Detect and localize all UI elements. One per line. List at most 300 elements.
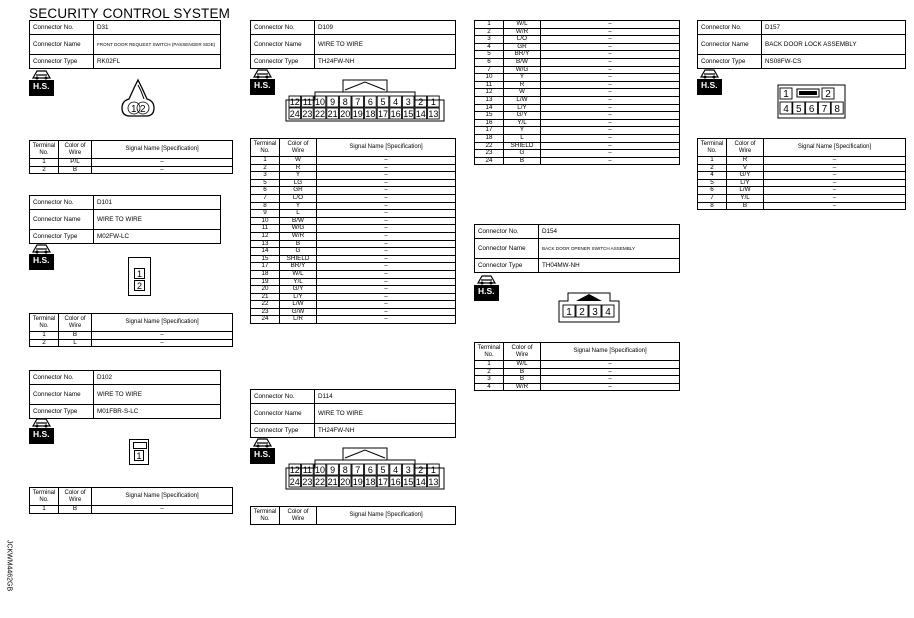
table-row — [475, 150, 680, 158]
terminal-no-cell: 15 — [475, 112, 504, 120]
harness-side-icon: H.S. — [250, 435, 275, 464]
terminal-no-cell: 13 — [251, 240, 280, 248]
connector-face-d154 — [558, 289, 620, 323]
connector-info-d109: Connector No. D109 Connector Name WIRE TO WIRE Connector Type TH24FW-NH — [250, 20, 456, 69]
table-row — [251, 240, 456, 248]
harness-side-icon: H.S. — [474, 272, 499, 301]
wire-color-cell: W/G — [504, 66, 541, 74]
table-row — [475, 112, 680, 120]
pin-label: 2 — [418, 465, 424, 475]
wire-color-cell: R — [727, 157, 764, 165]
connector-type-value: TH24FW-NH — [315, 424, 456, 438]
terminal-no-cell: 3 — [251, 172, 280, 180]
signal-name-cell: – — [541, 127, 680, 135]
signal-name-cell: – — [541, 36, 680, 44]
table-row — [251, 293, 456, 301]
signal-name-cell: – — [317, 255, 456, 263]
table-row — [475, 51, 680, 59]
connector-no-value: D101 — [94, 196, 221, 210]
wire-color-cell: Y/L — [280, 278, 317, 286]
signal-name-cell: – — [541, 58, 680, 66]
connector-face-d101 — [128, 257, 151, 296]
wire-color-cell: L/O — [280, 194, 317, 202]
wire-color-cell: G/Y — [504, 112, 541, 120]
wire-color-cell: L/Y — [727, 179, 764, 187]
terminal-table-d114-continued — [474, 20, 680, 165]
signal-name-cell: – — [764, 187, 906, 195]
table-row — [251, 157, 456, 165]
connector-info-d102: Connector No. D102 Connector Name WIRE TO WIRE Connector Type M01FBR-S-LC — [29, 370, 221, 419]
terminal-table-d154: Terminal No. Color of Wire Signal Name [Specification] 1 W/L – 2 B – 3 B – 4 W/R – — [474, 342, 680, 391]
connector-no-value: D154 — [539, 225, 680, 239]
connector-face-d114 — [285, 446, 445, 490]
wire-color-cell: Y/L — [727, 194, 764, 202]
wire-color-cell: B — [504, 368, 541, 376]
pin-label: 5 — [380, 465, 386, 475]
wire-color-cell: BR/Y — [504, 51, 541, 59]
connector-type-value: NS08FW-CS — [762, 55, 906, 69]
terminal-no-cell: 7 — [251, 194, 280, 202]
signal-name-cell: – — [317, 248, 456, 256]
table-row — [475, 104, 680, 112]
wire-color-cell: G — [280, 248, 317, 256]
connector-name-value: BACK DOOR LOCK ASSEMBLY — [762, 35, 906, 55]
table-row — [475, 361, 680, 369]
wire-color-cell: B/W — [504, 58, 541, 66]
harness-side-icon: H.S. — [29, 415, 54, 444]
terminal-no-cell: 2 — [251, 164, 280, 172]
terminal-no-cell: 23 — [475, 150, 504, 158]
wire-color-cell: V — [727, 164, 764, 172]
connector-no-value: D31 — [94, 21, 221, 35]
pin-label: 12 — [289, 465, 300, 475]
signal-name-cell: – — [317, 164, 456, 172]
signal-name-cell: – — [317, 278, 456, 286]
table-row — [698, 172, 906, 180]
table-row — [251, 308, 456, 316]
terminal-no-cell: 23 — [251, 308, 280, 316]
signal-name-cell: – — [541, 96, 680, 104]
pin-label: 2 — [418, 97, 424, 107]
wire-color-cell: G — [504, 150, 541, 158]
table-row — [475, 134, 680, 142]
pin-label: 12 — [289, 97, 300, 107]
wire-color-cell: W/R — [504, 28, 541, 36]
pin-label: 18 — [365, 109, 376, 119]
signal-name-cell: – — [541, 368, 680, 376]
pin-label: 19 — [352, 477, 363, 487]
pin-label: 8 — [342, 465, 348, 475]
pin-label: 5 — [380, 97, 386, 107]
terminal-table-d102: Terminal No. Color of Wire Signal Name [Specification] 1 B – — [29, 487, 233, 514]
table-row — [251, 248, 456, 256]
terminal-no-cell: 6 — [698, 187, 727, 195]
terminal-no-cell: 17 — [475, 127, 504, 135]
connector-face-d31 — [116, 78, 160, 120]
terminal-no-cell: 16 — [475, 119, 504, 127]
signal-name-cell: – — [764, 202, 906, 210]
signal-name-cell: – — [317, 263, 456, 271]
pin-label: 22 — [314, 477, 326, 487]
wire-color-cell: B/W — [280, 217, 317, 225]
signal-name-cell: – — [764, 164, 906, 172]
wire-color-cell: R — [504, 81, 541, 89]
terminal-no-cell: 7 — [698, 194, 727, 202]
wire-color-cell: L — [280, 210, 317, 218]
connector-type-value: M01FBR-S-LC — [94, 405, 221, 419]
table-row — [475, 43, 680, 51]
pin-label: 21 — [327, 109, 338, 119]
pin-label: 20 — [340, 109, 351, 119]
terminal-no-cell: 1 — [698, 157, 727, 165]
table-row — [475, 142, 680, 150]
table-row: 1 P/L – — [30, 159, 233, 167]
signal-name-cell: – — [541, 361, 680, 369]
terminal-no-cell: 7 — [475, 66, 504, 74]
wire-color-cell: W/R — [504, 383, 541, 391]
table-row — [251, 270, 456, 278]
wire-color-cell: SHIELD — [280, 255, 317, 263]
pin-label: 7 — [821, 104, 828, 115]
terminal-no-cell: 2 — [698, 164, 727, 172]
table-row — [698, 202, 906, 210]
table-row — [475, 81, 680, 89]
connector-name-value: FRONT DOOR REQUEST SWITCH (PASSENGER SIDE) — [94, 35, 221, 55]
table-row — [475, 368, 680, 376]
pin-label: 23 — [302, 477, 313, 487]
signal-name-cell: – — [317, 210, 456, 218]
pin-label: 17 — [377, 477, 389, 487]
pin-label: 1 — [134, 450, 144, 461]
pin-label: 13 — [428, 109, 439, 119]
table-row — [251, 232, 456, 240]
signal-name-cell: – — [541, 28, 680, 36]
signal-name-cell: – — [317, 316, 456, 324]
connector-face-d157 — [777, 84, 847, 120]
pin-label: 3 — [405, 97, 411, 107]
signal-name-cell: – — [317, 240, 456, 248]
terminal-table-d157: Terminal No. Color of Wire Signal Name [Specification] 1 R – 2 V – 4 G/Y – 5 L/Y – 6 L/W – 7 Y/L – 8 B – — [697, 138, 906, 210]
table-row — [475, 127, 680, 135]
signal-name-cell: – — [317, 301, 456, 309]
pin-label: 2 — [134, 280, 145, 291]
terminal-no-cell: 18 — [251, 270, 280, 278]
connector-type-value: RK02FL — [94, 55, 221, 69]
signal-name-cell: – — [317, 157, 456, 165]
signal-name-cell: – — [317, 308, 456, 316]
table-row — [251, 225, 456, 233]
signal-name-cell: – — [541, 89, 680, 97]
terminal-no-cell: 1 — [475, 361, 504, 369]
wire-color-cell: B — [504, 157, 541, 165]
pin-label: 4 — [393, 97, 399, 107]
table-row — [475, 157, 680, 165]
signal-name-cell: – — [317, 172, 456, 180]
wire-color-cell: L/Y — [504, 104, 541, 112]
wire-color-cell: L — [504, 134, 541, 142]
terminal-no-cell: 18 — [475, 134, 504, 142]
terminal-no-cell: 22 — [475, 142, 504, 150]
table-row — [251, 217, 456, 225]
wire-color-cell: G/Y — [727, 172, 764, 180]
terminal-no-cell: 8 — [251, 202, 280, 210]
wire-color-cell: GR — [504, 43, 541, 51]
table-row — [698, 194, 906, 202]
table-row — [251, 210, 456, 218]
signal-name-cell: – — [317, 194, 456, 202]
wire-color-cell: W/L — [504, 21, 541, 29]
wire-color-cell: L/Y — [280, 293, 317, 301]
wire-color-cell: BR/Y — [280, 263, 317, 271]
connector-no-value: D114 — [315, 390, 456, 404]
pin-label: 15 — [403, 109, 414, 119]
pin-label: 6 — [808, 104, 815, 115]
terminal-no-cell: 4 — [475, 383, 504, 391]
pin-label: 13 — [428, 477, 439, 487]
table-row — [251, 172, 456, 180]
terminal-no-cell: 22 — [251, 301, 280, 309]
terminal-no-cell: 15 — [251, 255, 280, 263]
connector-name-value: WIRE TO WIRE — [315, 35, 456, 55]
table-row — [251, 187, 456, 195]
signal-name-cell: – — [317, 270, 456, 278]
table-row — [475, 119, 680, 127]
pin-label: 5 — [796, 104, 802, 115]
pin-label: 24 — [289, 109, 300, 119]
pin-label: 17 — [377, 109, 389, 119]
table-row: 1 B – — [30, 332, 233, 340]
signal-name-cell: – — [764, 172, 906, 180]
terminal-no-cell: 11 — [475, 81, 504, 89]
terminal-no-cell: 5 — [251, 179, 280, 187]
terminal-no-cell: 24 — [475, 157, 504, 165]
table-row — [251, 286, 456, 294]
pin-label: 23 — [302, 109, 313, 119]
terminal-no-cell: 6 — [251, 187, 280, 195]
pin-label: 1 — [566, 307, 572, 318]
pin-label: 1 — [131, 104, 137, 115]
table-row — [251, 301, 456, 309]
wire-color-cell: Y/L — [504, 119, 541, 127]
table-row — [475, 89, 680, 97]
table-row: 2 B – — [30, 166, 233, 174]
signal-name-cell: – — [541, 74, 680, 82]
signal-name-cell: – — [764, 179, 906, 187]
signal-name-cell: – — [317, 217, 456, 225]
terminal-no-cell: 3 — [475, 36, 504, 44]
pin-label: 4 — [605, 307, 611, 318]
table-row — [475, 383, 680, 391]
pin-label: 7 — [355, 465, 361, 475]
terminal-no-cell: 11 — [251, 225, 280, 233]
terminal-table-d31: Terminal No. Color of Wire Signal Name [Specification] 1 P/L – 2 B – — [29, 140, 233, 174]
terminal-no-cell: 4 — [475, 43, 504, 51]
connector-name-value: WIRE TO WIRE — [94, 210, 221, 230]
table-row — [251, 164, 456, 172]
signal-name-cell: – — [317, 286, 456, 294]
table-row — [475, 21, 680, 29]
pin-label: 16 — [390, 109, 401, 119]
signal-name-cell: – — [317, 179, 456, 187]
pin-label: 2 — [140, 104, 146, 115]
signal-name-cell: – — [541, 66, 680, 74]
connector-info-d114: Connector No. D114 Connector Name WIRE TO WIRE Connector Type TH24FW-NH — [250, 389, 456, 438]
pin-label: 24 — [289, 477, 300, 487]
terminal-no-cell: 10 — [251, 217, 280, 225]
terminal-no-cell: 9 — [251, 210, 280, 218]
table-row — [251, 278, 456, 286]
pin-label: 1 — [134, 268, 145, 279]
terminal-table-d109: Terminal No. Color of Wire Signal Name [Specification] 1 W – 2 R – 3 Y – 5 LG – 6 GR – 7 L/O – 8 Y – 9 L – 10 B/W – 11 W/G – 12 W/R – 13 B – 14 G – 15 SHIELD – 17 BR/Y – 18 W/L – 19 Y/L – 20 G/Y – 21 L/Y – 22 L/W – 23 G/W – 24 L/R – — [250, 138, 456, 324]
pin-label: 9 — [330, 465, 336, 475]
connector-type-value: TH24FW-NH — [315, 55, 456, 69]
terminal-no-cell: 12 — [251, 232, 280, 240]
wire-color-cell: L/W — [280, 301, 317, 309]
pin-label: 3 — [592, 307, 598, 318]
signal-name-cell: – — [541, 104, 680, 112]
connector-no-value: D109 — [315, 21, 456, 35]
wire-color-cell: G/W — [280, 308, 317, 316]
table-row — [475, 58, 680, 66]
pin-label: 16 — [390, 477, 401, 487]
connector-name-value: BACK DOOR OPENER SWITCH ASSEMBLY — [539, 239, 680, 259]
table-row — [698, 179, 906, 187]
signal-name-cell: – — [317, 187, 456, 195]
page-title: SECURITY CONTROL SYSTEM — [29, 6, 231, 21]
table-row — [475, 36, 680, 44]
connector-face-d109 — [285, 78, 445, 122]
wire-color-cell: W/L — [280, 270, 317, 278]
signal-name-cell: – — [541, 142, 680, 150]
terminal-table-d114: Terminal No. Color of Wire Signal Name [Specification] — [250, 506, 456, 525]
terminal-no-cell: 5 — [698, 179, 727, 187]
terminal-no-cell: 4 — [698, 172, 727, 180]
signal-name-cell: – — [541, 134, 680, 142]
wire-color-cell: Y — [280, 172, 317, 180]
terminal-no-cell: 24 — [251, 316, 280, 324]
terminal-no-cell: 10 — [475, 74, 504, 82]
table-row — [251, 194, 456, 202]
connector-name-value: WIRE TO WIRE — [94, 385, 221, 405]
pin-label: 11 — [302, 97, 313, 107]
wire-color-cell: W/L — [504, 361, 541, 369]
table-row — [251, 255, 456, 263]
pin-label: 10 — [314, 97, 326, 107]
pin-label: 2 — [825, 89, 831, 100]
table-row — [475, 28, 680, 36]
terminal-no-cell: 1 — [251, 157, 280, 165]
wire-color-cell: Y — [280, 202, 317, 210]
pin-label: 1 — [430, 465, 436, 475]
pin-label: 18 — [365, 477, 376, 487]
wire-color-cell: SHIELD — [504, 142, 541, 150]
terminal-no-cell: 19 — [251, 278, 280, 286]
pin-label: 8 — [342, 97, 348, 107]
signal-name-cell: – — [541, 383, 680, 391]
table-row — [251, 202, 456, 210]
pin-label: 11 — [302, 465, 313, 475]
harness-side-icon: H.S. — [697, 66, 722, 95]
pin-label: 3 — [405, 465, 411, 475]
pin-label: 14 — [415, 109, 426, 119]
signal-name-cell: – — [541, 157, 680, 165]
signal-name-cell: – — [317, 232, 456, 240]
terminal-no-cell: 20 — [251, 286, 280, 294]
table-row — [475, 66, 680, 74]
wire-color-cell: GR — [280, 187, 317, 195]
wire-color-cell: B — [727, 202, 764, 210]
table-row — [698, 157, 906, 165]
pin-label: 20 — [340, 477, 351, 487]
pin-label: 7 — [355, 97, 361, 107]
table-row — [475, 376, 680, 384]
pin-label: 14 — [415, 477, 426, 487]
connector-no-value: D102 — [94, 371, 221, 385]
wire-color-cell: W — [504, 89, 541, 97]
signal-name-cell: – — [541, 150, 680, 158]
terminal-no-cell: 5 — [475, 51, 504, 59]
wire-color-cell: Y — [504, 127, 541, 135]
signal-name-cell: – — [317, 202, 456, 210]
signal-name-cell: – — [317, 225, 456, 233]
table-row — [475, 96, 680, 104]
signal-name-cell: – — [764, 157, 906, 165]
table-row — [251, 179, 456, 187]
wire-color-cell: G/Y — [280, 286, 317, 294]
connector-info-d154: Connector No. D154 Connector Name BACK DOOR OPENER SWITCH ASSEMBLY Connector Type TH04MW-NH — [474, 224, 680, 273]
wire-color-cell: B — [504, 376, 541, 384]
terminal-no-cell: 6 — [475, 58, 504, 66]
wire-color-cell: LG — [280, 179, 317, 187]
wire-color-cell: L/R — [280, 316, 317, 324]
pin-label: 1 — [430, 97, 436, 107]
wire-color-cell: Y — [504, 74, 541, 82]
harness-side-icon: H.S. — [29, 241, 54, 270]
harness-side-icon: H.S. — [250, 66, 275, 95]
pin-label: 2 — [579, 307, 585, 318]
signal-name-cell: – — [541, 112, 680, 120]
harness-side-icon: H.S. — [29, 67, 54, 96]
pin-label: 6 — [367, 97, 373, 107]
terminal-table-d101: Terminal No. Color of Wire Signal Name [Specification] 1 B – 2 L – — [29, 313, 233, 347]
connector-face-d102 — [129, 439, 149, 465]
signal-name-cell: – — [317, 293, 456, 301]
wire-color-cell: W/G — [280, 225, 317, 233]
pin-label: 9 — [330, 97, 336, 107]
pin-label: 10 — [314, 465, 326, 475]
pin-label: 1 — [783, 89, 789, 100]
signal-name-cell: – — [541, 81, 680, 89]
signal-name-cell: – — [541, 21, 680, 29]
terminal-no-cell: 1 — [475, 21, 504, 29]
terminal-no-cell: 2 — [475, 28, 504, 36]
terminal-no-cell: 3 — [475, 376, 504, 384]
signal-name-cell: – — [764, 194, 906, 202]
pin-label: 19 — [352, 109, 363, 119]
signal-name-cell: – — [541, 119, 680, 127]
terminal-no-cell: 17 — [251, 263, 280, 271]
connector-type-value: TH04MW-NH — [539, 259, 680, 273]
table-row — [475, 74, 680, 82]
connector-info-d31: Connector No. D31 Connector Name FRONT DOOR REQUEST SWITCH (PASSENGER SIDE) Connector Type RK02FL — [29, 20, 221, 69]
document-code: JCKWM4462GB — [5, 539, 13, 592]
wire-color-cell: L/O — [504, 36, 541, 44]
wire-color-cell: W — [280, 157, 317, 165]
table-row: 1 B – — [30, 506, 233, 514]
signal-name-cell: – — [541, 51, 680, 59]
table-row: 2 L – — [30, 339, 233, 347]
connector-info-d157: Connector No. D157 Connector Name BACK DOOR LOCK ASSEMBLY Connector Type NS08FW-CS — [697, 20, 906, 69]
